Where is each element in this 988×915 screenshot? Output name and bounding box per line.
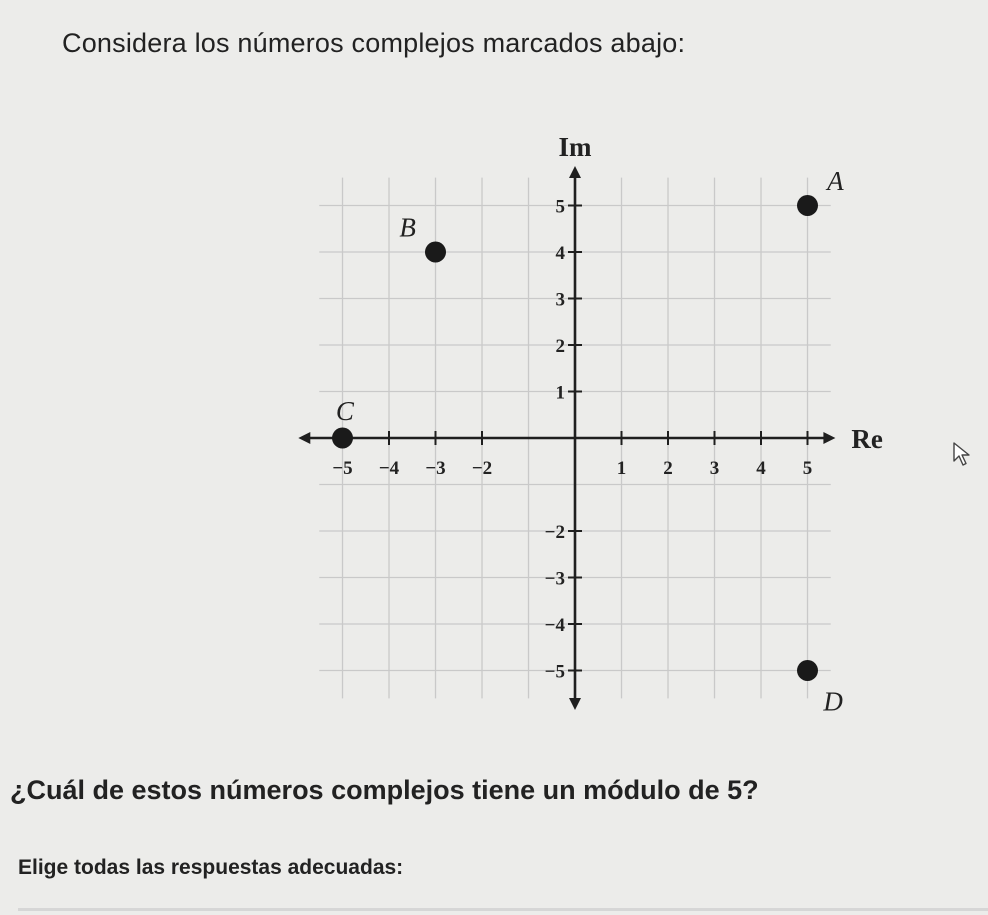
x-tick-label: 5 (802, 458, 813, 479)
x-tick-label: −4 (378, 458, 400, 479)
real-axis-label: Re (851, 424, 883, 454)
y-tick-label: −5 (544, 661, 565, 683)
x-tick-label: −5 (332, 458, 353, 479)
imaginary-axis-arrow-up (569, 166, 581, 178)
x-tick-label: 2 (663, 458, 673, 479)
imaginary-axis-arrow-down (569, 698, 581, 710)
point-c (332, 428, 353, 449)
y-tick-label: −3 (544, 568, 565, 590)
point-b (425, 242, 446, 263)
chart-axes (298, 132, 883, 710)
point-a (797, 195, 818, 216)
divider (18, 908, 988, 911)
y-tick-label: 4 (555, 243, 565, 264)
y-tick-label: 1 (555, 382, 565, 404)
mouse-pointer-icon (952, 441, 974, 467)
y-tick-label: −4 (544, 615, 565, 636)
instruction-text: Elige todas las respuestas adecuadas: (18, 856, 404, 879)
x-tick-label: 1 (616, 458, 627, 479)
complex-plane-chart (250, 110, 950, 730)
point-label-b: B (399, 212, 416, 243)
real-axis-arrow-right (823, 432, 835, 444)
point-label-c: C (335, 396, 354, 427)
intro-text: Considera los números complejos marcados abajo: (62, 28, 686, 58)
x-tick-label: −3 (425, 458, 446, 479)
x-tick-label: 3 (709, 458, 720, 479)
question-text: ¿Cuál de estos números complejos tiene un módulo de 5? (10, 775, 759, 805)
point-d (797, 660, 818, 681)
x-tick-label: 4 (756, 458, 766, 479)
chart-ticks (332, 197, 812, 683)
x-tick-label: −2 (471, 458, 493, 479)
point-label-d: D (823, 686, 843, 717)
y-tick-label: 2 (555, 336, 565, 357)
point-label-a: A (827, 165, 844, 196)
real-axis-arrow-left (298, 432, 310, 444)
y-tick-label: −2 (544, 522, 565, 543)
y-tick-label: 3 (555, 289, 565, 311)
imaginary-axis-label: Im (558, 131, 592, 162)
y-tick-label: 5 (555, 196, 565, 218)
chart-points (332, 166, 844, 717)
